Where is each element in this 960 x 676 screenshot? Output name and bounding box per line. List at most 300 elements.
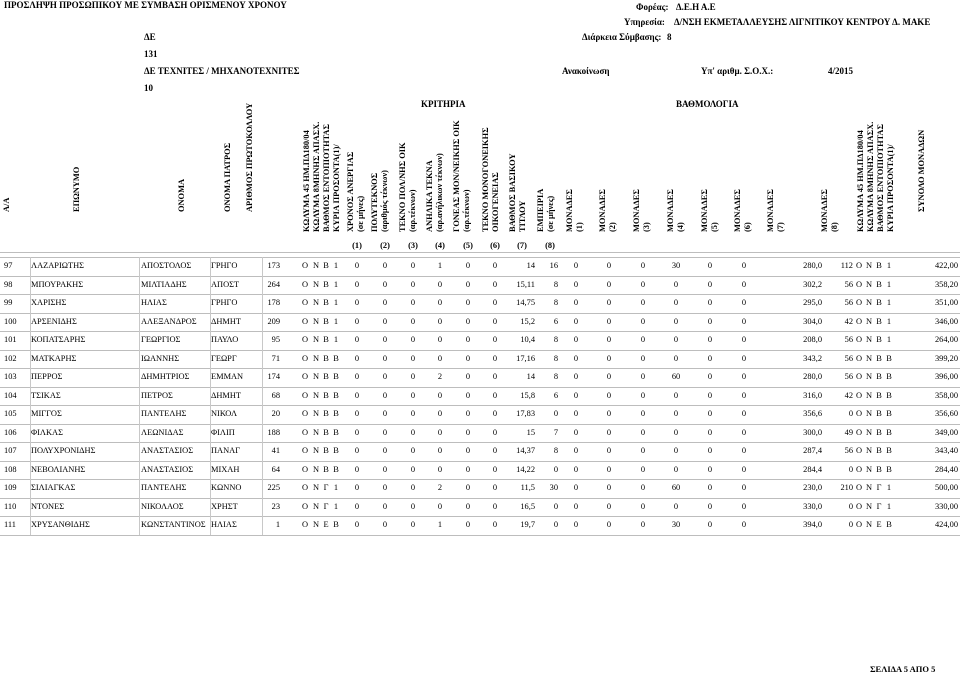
cell-c5: 0: [465, 335, 471, 344]
cell-m4: 60: [671, 372, 681, 381]
cell-total: 284,40: [934, 464, 958, 474]
cell-c7: 15,11: [516, 279, 535, 289]
cell-m1: 0: [573, 261, 579, 270]
cell-eponymo: ΚΟΠΑΤΣΑΡΗΣ: [31, 335, 86, 344]
cell-e4: Β: [886, 427, 892, 437]
cell-c1: 0: [354, 483, 360, 492]
row-divider: [0, 257, 960, 258]
cell-onoma: ΜΙΛΤΙΑΔΗΣ: [141, 279, 187, 289]
cell-eponymo: ΝΕΒΟΛΙΑΝΗΣ: [31, 464, 86, 474]
cell-c8: 0: [553, 409, 558, 418]
cell-c3: 0: [410, 446, 416, 455]
cell-m3: 0: [640, 335, 646, 344]
cell-c5: 0: [465, 446, 471, 455]
cell-c1: 0: [354, 501, 360, 511]
cell-eponymo: ΛΑΖΑΡΙΩΤΗΣ: [31, 261, 84, 270]
cell-m4: 0: [673, 409, 679, 418]
cell-kp: 1: [333, 298, 339, 307]
cell-c4: 0: [437, 409, 443, 418]
cell-eponymo: ΜΠΟΥΡΑΚΗΣ: [31, 279, 84, 289]
soh-value: 4/2015: [828, 66, 854, 76]
page-number: ΣΕΛΙΔΑ 5 ΑΠΟ 5: [870, 664, 936, 674]
cell-e2: Ν: [865, 501, 873, 511]
cell-k3: Β: [323, 353, 329, 363]
cell-k1: Ο: [301, 464, 309, 474]
cell-e1: Ο: [855, 409, 863, 418]
cell-c8: 8: [553, 335, 558, 344]
cell-patros: ΕΜΜΑΝ: [211, 372, 244, 381]
header-divider: [0, 252, 960, 253]
cell-k2: Ν: [312, 279, 320, 289]
cell-c7: 14,75: [516, 298, 535, 307]
cell-c3: 0: [410, 483, 416, 492]
col-kolyma-8minis: ΚΩΛΥΜΑ 8ΜΗΝΗΣ ΑΠΑΣΧ.: [312, 121, 321, 232]
cell-k3: Β: [323, 446, 329, 455]
col-aa: Α/Α: [2, 197, 11, 212]
cell-k2: Ν: [312, 520, 320, 529]
cell-m1: 0: [573, 372, 579, 381]
cell-c5: 0: [465, 390, 471, 400]
row-divider: [0, 479, 960, 480]
cell-e4: Β: [886, 353, 892, 363]
cell-c4: 0: [437, 446, 443, 455]
cell-c2: 0: [382, 446, 388, 455]
cell-kp: Β: [333, 446, 339, 455]
cell-kp: Β: [333, 464, 339, 474]
cell-c7: 10,4: [520, 335, 535, 344]
cell-c3: 0: [410, 390, 416, 400]
cell-k1: Ο: [301, 501, 309, 511]
foreas-value: Δ.Ε.Η Α.Ε: [676, 2, 716, 12]
specialty-code: 131: [144, 49, 158, 59]
cell-c8: 6: [553, 316, 558, 326]
cell-e1: Ο: [855, 316, 863, 326]
cell-e2: Ν: [865, 483, 873, 492]
diarkeia-label: Διάρκεια Σύμβασης:: [582, 32, 662, 42]
cell-e3: Β: [876, 353, 882, 363]
cell-e4: 1: [886, 335, 892, 344]
cell-kp: Β: [333, 409, 339, 418]
col-empeiria: ΕΜΠΕΙΡΙΑ (σε μήνες): [536, 188, 555, 232]
ypiresia-value: Δ/ΝΣΗ ΕΚΜΕΤΑΛΛΕΥΣΗΣ ΛΙΓΝΙΤΙΚΟΥ ΚΕΝΤΡΟΥ Δ. ΜΑΚΕ: [674, 17, 931, 27]
col-tekno-polyteknis: ΤΕΚΝΟ ΠΟΛ/ΝΗΣ ΟΙΚ (αρ.τέκνων): [398, 142, 417, 232]
col-monades-5: ΜΟΝΑΔΕΣ (5): [700, 189, 719, 232]
cell-k1: Ο: [301, 409, 309, 418]
cell-onoma: ΔΗΜΗΤΡΙΟΣ: [141, 372, 190, 381]
cell-onoma: ΗΛΙΑΣ: [141, 298, 167, 307]
soh-label: Υπ' αριθμ. Σ.Ο.Χ.:: [701, 66, 774, 76]
cell-c6: 0: [492, 446, 498, 455]
cell-k3: Β: [323, 390, 329, 400]
cell-e1: Ο: [855, 353, 863, 363]
cell-onoma: ΠΕΤΡΟΣ: [141, 390, 173, 400]
criteria-number: (8): [545, 241, 555, 250]
cell-total: 422,00: [934, 261, 958, 270]
col-synolo-monadon: ΣΥΝΟΛΟ ΜΟΝΑΔΩΝ: [917, 129, 926, 212]
cell-prot: 188: [267, 427, 280, 437]
cell-k2: Ν: [312, 464, 320, 474]
cell-c2: 0: [382, 335, 388, 344]
cell-c5: 0: [465, 464, 471, 474]
cell-kp: 1: [333, 483, 339, 492]
cell-e2: Ν: [865, 520, 873, 529]
cell-c6: 0: [492, 372, 498, 381]
cell-m7: 302,2: [803, 279, 822, 289]
cell-e2: Ν: [865, 409, 873, 418]
cell-onoma: ΑΠΟΣΤΟΛΟΣ: [141, 261, 192, 270]
cell-c7: 17,83: [516, 409, 535, 418]
cell-aa: 101: [4, 335, 17, 344]
cell-m4: 0: [673, 446, 679, 455]
cell-c3: 0: [410, 409, 416, 418]
cell-m8: 0: [848, 520, 853, 529]
cell-e2: Ν: [865, 261, 873, 270]
cell-c6: 0: [492, 298, 498, 307]
cell-eponymo: ΧΡΥΣΑΝΘΙΔΗΣ: [31, 520, 90, 529]
cell-patros: ΓΕΩΡΓ: [211, 353, 237, 363]
cell-kp: Β: [333, 372, 339, 381]
cell-c6: 0: [492, 427, 498, 437]
cell-e4: Β: [886, 409, 892, 418]
cell-m5: 0: [707, 501, 713, 511]
cell-m6: 0: [741, 464, 747, 474]
cell-e1: Ο: [855, 390, 863, 400]
row-divider: [0, 368, 960, 369]
cell-c2: 0: [382, 261, 388, 270]
cell-c7: 14,37: [516, 446, 535, 455]
cell-c6: 0: [492, 316, 498, 326]
group-vathmologia: ΒΑΘΜΟΛΟΓΙΑ: [676, 99, 739, 109]
cell-e3: Β: [876, 390, 882, 400]
cell-patros: ΔΗΜΗΤ: [211, 316, 242, 326]
cell-m3: 0: [640, 520, 646, 529]
row-divider: [0, 442, 960, 443]
cell-c6: 0: [492, 501, 498, 511]
cell-c5: 0: [465, 316, 471, 326]
cell-e3: Β: [876, 316, 882, 326]
cell-c8: 7: [553, 427, 558, 437]
cell-m2: 0: [606, 298, 612, 307]
row-divider: [0, 535, 960, 536]
cell-c5: 0: [465, 353, 471, 363]
cell-m2: 0: [606, 279, 612, 289]
col-kolyma-45: ΚΩΛΥΜΑ 45 ΗΜ.ΠΔ180/04: [302, 130, 311, 232]
col-end-vathmos-entopiotitas: ΒΑΘΜΟΣ ΕΝΤΟΠΙΟΤΗΤΑΣ: [876, 124, 885, 232]
cell-kp: Β: [333, 353, 339, 363]
cell-m1: 0: [573, 316, 579, 326]
col-onoma: ΟΝΟΜΑ: [177, 178, 186, 212]
cell-c5: 0: [465, 279, 471, 289]
cell-c3: 0: [410, 298, 416, 307]
cell-c4: 2: [437, 483, 443, 492]
cell-m2: 0: [606, 446, 612, 455]
cell-m7: 280,0: [803, 261, 822, 270]
cell-onoma: ΑΛΕΞΑΝΔΡΟΣ: [141, 316, 197, 326]
cell-aa: 99: [4, 298, 13, 307]
cell-c2: 0: [382, 353, 388, 363]
col-monades-2: ΜΟΝΑΔΕΣ (2): [598, 189, 617, 232]
cell-k3: Β: [323, 261, 329, 270]
cell-c4: 0: [437, 464, 443, 474]
cell-m1: 0: [573, 483, 579, 492]
cell-k3: Β: [323, 279, 329, 289]
cell-total: 500,00: [934, 483, 958, 492]
cell-m1: 0: [573, 279, 579, 289]
cell-m2: 0: [606, 372, 612, 381]
cell-c1: 0: [354, 409, 360, 418]
cell-aa: 98: [4, 279, 13, 289]
cell-c7: 17,16: [516, 353, 535, 363]
cell-k1: Ο: [301, 261, 309, 270]
cell-k1: Ο: [301, 446, 309, 455]
cell-c5: 0: [465, 520, 471, 529]
cell-e4: Β: [886, 464, 892, 474]
cell-c8: 0: [553, 501, 558, 511]
cell-eponymo: ΠΟΛΥΧΡΟΝΙΔΗΣ: [31, 446, 96, 455]
cell-c3: 0: [410, 501, 416, 511]
cell-c6: 0: [492, 520, 498, 529]
row-divider: [0, 424, 960, 425]
col-vathmos-titlou: ΒΑΘΜΟΣ ΒΑΣΙΚΟΥ ΤΙΤΛΟΥ: [508, 153, 527, 232]
cell-m2: 0: [606, 390, 612, 400]
cell-total: 358,00: [934, 390, 958, 400]
cell-onoma: ΝΙΚΟΛΑΟΣ: [141, 501, 184, 511]
cell-m6: 0: [741, 335, 747, 344]
cell-c1: 0: [354, 316, 360, 326]
cell-patros: ΧΡΗΣΤ: [211, 501, 238, 511]
cell-m5: 0: [707, 279, 713, 289]
cell-e4: Β: [886, 520, 892, 529]
cell-c6: 0: [492, 390, 498, 400]
cell-e4: 1: [886, 501, 892, 511]
cell-prot: 64: [271, 464, 280, 474]
cell-m1: 0: [573, 409, 579, 418]
cell-m6: 0: [741, 446, 747, 455]
cell-c8: 8: [553, 446, 558, 455]
cell-m5: 0: [707, 316, 713, 326]
cell-kp: 1: [333, 335, 339, 344]
cell-e2: Ν: [865, 298, 873, 307]
cell-eponymo: ΑΡΣΕΝΙΔΗΣ: [31, 316, 77, 326]
cell-m2: 0: [606, 261, 612, 270]
cell-c4: 1: [437, 520, 443, 529]
cell-e4: 1: [886, 483, 892, 492]
cell-patros: ΚΩΝΝΟ: [211, 483, 242, 492]
cell-k1: Ο: [301, 298, 309, 307]
cell-c5: 0: [465, 298, 471, 307]
cell-c2: 0: [382, 409, 388, 418]
cell-c2: 0: [382, 464, 388, 474]
cell-kp: Β: [333, 390, 339, 400]
cell-e3: Β: [876, 446, 882, 455]
col-monades-4: ΜΟΝΑΔΕΣ (4): [666, 189, 685, 232]
cell-c2: 0: [382, 390, 388, 400]
cell-m7: 343,2: [803, 353, 822, 363]
cell-prot: 23: [271, 501, 280, 511]
cell-c3: 0: [410, 464, 416, 474]
cell-c2: 0: [382, 520, 388, 529]
cell-aa: 107: [4, 446, 17, 455]
cell-eponymo: ΦΙΛΚΑΣ: [31, 427, 63, 437]
cell-c2: 0: [382, 501, 388, 511]
cell-m6: 0: [741, 261, 747, 270]
cell-c4: 0: [437, 316, 443, 326]
cell-e3: Β: [876, 409, 882, 418]
cell-patros: ΝΙΚΟΛ: [211, 409, 238, 418]
cell-c7: 15,8: [520, 390, 535, 400]
cell-k3: Ε: [323, 520, 329, 529]
cell-k3: Β: [323, 335, 329, 344]
cell-m8: 56: [844, 353, 853, 363]
cell-c4: 1: [437, 261, 443, 270]
cell-m3: 0: [640, 261, 646, 270]
cell-c7: 11,5: [520, 483, 535, 492]
cell-m4: 0: [673, 501, 679, 511]
cell-m5: 0: [707, 427, 713, 437]
cell-k2: Ν: [312, 390, 320, 400]
cell-total: 330,00: [934, 501, 958, 511]
cell-c2: 0: [382, 316, 388, 326]
cell-aa: 108: [4, 464, 17, 474]
cell-m1: 0: [573, 464, 579, 474]
row-divider: [0, 516, 960, 517]
cell-e2: Ν: [865, 464, 873, 474]
cell-k2: Ν: [312, 483, 320, 492]
cell-c1: 0: [354, 390, 360, 400]
cell-m4: 0: [673, 335, 679, 344]
cell-aa: 110: [4, 501, 17, 511]
cell-e1: Ο: [855, 501, 863, 511]
cell-m6: 0: [741, 353, 747, 363]
cell-e1: Ο: [855, 279, 863, 289]
col-arithmos-protokollou: ΑΡΙΘΜΟΣ ΠΡΩΤΟΚΟΛΛΟΥ: [245, 102, 254, 212]
cell-m6: 0: [741, 409, 747, 418]
cell-c5: 0: [465, 483, 471, 492]
cell-m4: 30: [671, 261, 681, 270]
cell-c4: 0: [437, 390, 443, 400]
cell-prot: 174: [267, 372, 280, 381]
cell-total: 346,00: [934, 316, 958, 326]
col-end-kolyma-45: ΚΩΛΥΜΑ 45 ΗΜ.ΠΔ180/04: [856, 130, 865, 232]
cell-m6: 0: [741, 316, 747, 326]
cell-m7: 230,0: [803, 483, 822, 492]
cell-e3: Β: [876, 335, 882, 344]
cell-kp: 1: [333, 501, 339, 511]
cell-m4: 30: [671, 520, 681, 529]
cell-prot: 95: [271, 335, 280, 344]
cell-m4: 0: [673, 298, 679, 307]
cell-m2: 0: [606, 464, 612, 474]
row-divider: [0, 498, 960, 499]
cell-k1: Ο: [301, 390, 309, 400]
cell-m3: 0: [640, 501, 646, 511]
row-divider: [0, 387, 960, 388]
cell-m1: 0: [573, 353, 579, 363]
cell-m1: 0: [573, 427, 579, 437]
column-divider: [139, 257, 140, 535]
cell-c7: 16,5: [520, 501, 535, 511]
anakoinosi-label: Ανακοίνωση: [562, 66, 610, 76]
cell-m7: 304,0: [803, 316, 822, 326]
cell-prot: 178: [267, 298, 280, 307]
cell-e4: 1: [886, 298, 892, 307]
cell-c6: 0: [492, 335, 498, 344]
cell-c2: 0: [382, 298, 388, 307]
cell-e2: Ν: [865, 279, 873, 289]
cell-c8: 8: [553, 372, 558, 381]
cell-c2: 0: [382, 483, 388, 492]
cell-m4: 0: [673, 316, 679, 326]
cell-eponymo: ΜΙΓΓΟΣ: [31, 409, 62, 418]
cell-e1: Ο: [855, 427, 863, 437]
cell-total: 351,00: [934, 298, 958, 307]
cell-m5: 0: [707, 464, 713, 474]
cell-c4: 2: [437, 372, 443, 381]
cell-c8: 30: [549, 483, 558, 492]
cell-e3: Ε: [876, 520, 882, 529]
cell-m8: 112: [840, 261, 853, 270]
cell-c4: 0: [437, 501, 443, 511]
col-kyria-prosonta: ΚΥΡΙΑ ΠΡΟΣΟΝΤΑ(1)/: [332, 144, 341, 232]
cell-c6: 0: [492, 279, 498, 289]
cell-m8: 56: [844, 298, 853, 307]
cell-m4: 0: [673, 279, 679, 289]
cell-c3: 0: [410, 372, 416, 381]
col-end-kyria-prosonta: ΚΥΡΙΑ ΠΡΟΣΟΝΤΑ(1)/: [886, 144, 895, 232]
positions-count: 10: [144, 83, 153, 93]
cell-total: 424,00: [934, 520, 958, 529]
cell-e2: Ν: [865, 353, 873, 363]
specialty-name: ΔΕ ΤΕΧΝΙΤΕΣ / ΜΗΧΑΝΟΤΕΧΝΙΤΕΣ: [144, 66, 300, 76]
cell-k3: Β: [323, 316, 329, 326]
cell-prot: 1: [275, 520, 280, 529]
cell-c7: 14: [526, 261, 535, 270]
cell-m4: 0: [673, 427, 679, 437]
cell-k3: Β: [323, 464, 329, 474]
cell-total: 396,00: [934, 372, 958, 381]
cell-aa: 104: [4, 390, 17, 400]
cell-patros: ΓΡΗΓΟ: [211, 261, 238, 270]
cell-e4: 1: [886, 261, 892, 270]
cell-c8: 6: [553, 390, 558, 400]
cell-m5: 0: [707, 520, 713, 529]
cell-k2: Ν: [312, 316, 320, 326]
cell-c7: 15,2: [520, 316, 535, 326]
cell-m7: 356,6: [803, 409, 822, 418]
cell-m6: 0: [741, 372, 747, 381]
cell-onoma: ΑΝΑΣΤΑΣΙΟΣ: [141, 446, 194, 455]
cell-k3: Β: [323, 298, 329, 307]
cell-m3: 0: [640, 464, 646, 474]
cell-m1: 0: [573, 520, 579, 529]
cell-e4: 1: [886, 316, 892, 326]
cell-m3: 0: [640, 316, 646, 326]
cell-k3: Γ: [323, 483, 329, 492]
cell-m3: 0: [640, 298, 646, 307]
cell-e3: Β: [876, 372, 882, 381]
cell-eponymo: ΠΕΡΡΟΣ: [31, 372, 63, 381]
cell-c1: 0: [354, 464, 360, 474]
cell-c5: 0: [465, 372, 471, 381]
criteria-number: (5): [463, 241, 473, 250]
cell-c4: 0: [437, 279, 443, 289]
cell-m5: 0: [707, 298, 713, 307]
cell-k2: Ν: [312, 427, 320, 437]
cell-c4: 0: [437, 427, 443, 437]
cell-m4: 60: [671, 483, 681, 492]
cell-c1: 0: [354, 261, 360, 270]
cell-m4: 0: [673, 353, 679, 363]
